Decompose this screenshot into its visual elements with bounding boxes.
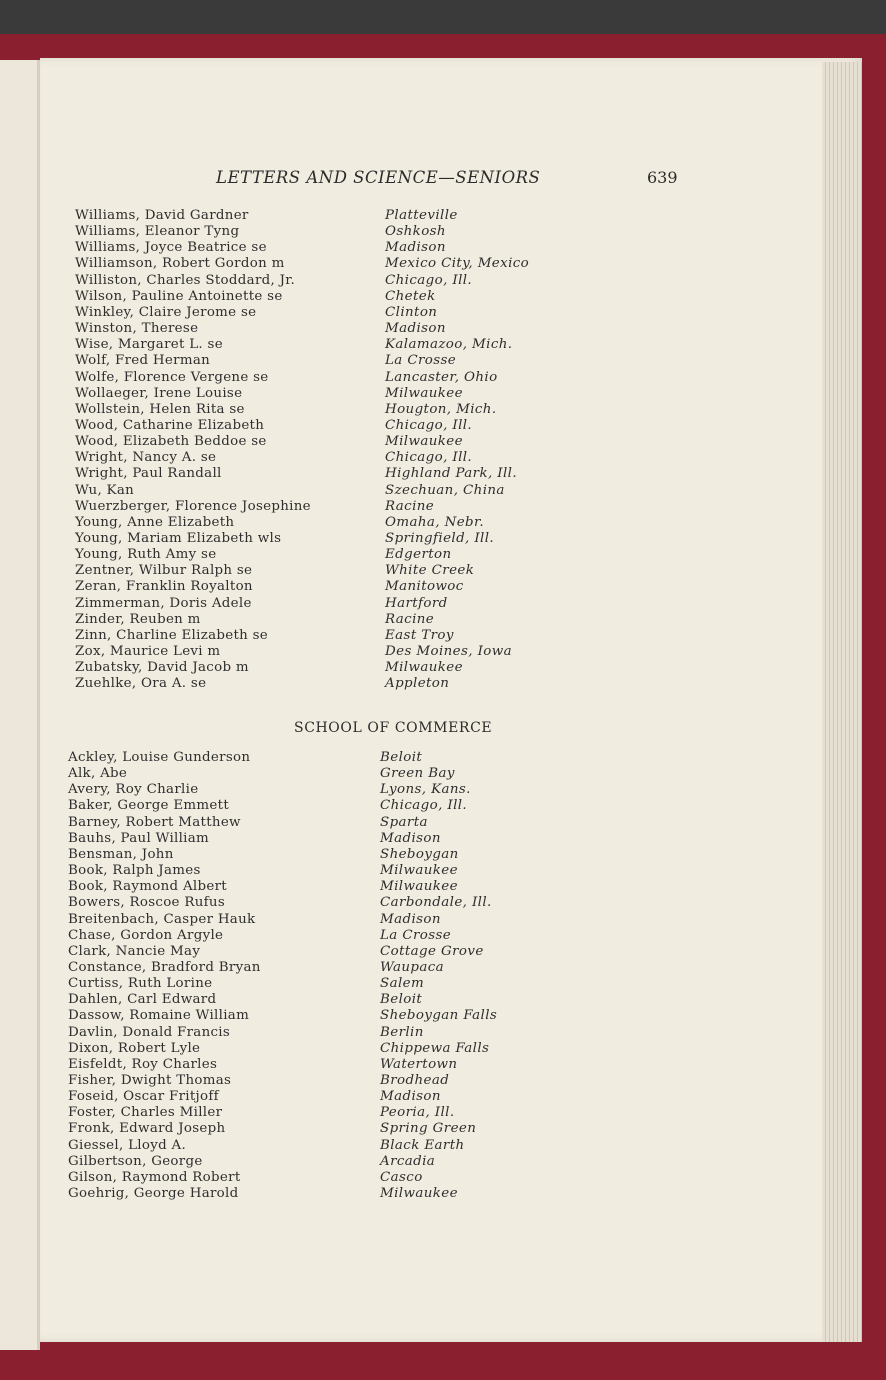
hometown: Cottage Grove [380,943,484,959]
student-name: Clark, Nancie May [68,943,201,959]
student-name: Constance, Bradford Bryan [68,959,261,975]
student-name: Book, Ralph James [68,863,201,879]
student-name: Wilson, Pauline Antoinette se [75,288,283,304]
student-name: Zubatsky, David Jacob m [75,660,249,676]
hometown: Clinton [385,304,438,320]
hometown: Arcadia [380,1153,436,1169]
hometown: Chicago, Ill. [380,798,468,814]
student-name: Chase, Gordon Argyle [68,927,224,943]
hometown: Springfield, Ill. [385,531,495,546]
student-name: Eisfeldt, Roy Charles [68,1056,218,1072]
hometown: La Crosse [380,927,452,943]
student-name: Winkley, Claire Jerome se [75,304,257,320]
hometown: Milwaukee [385,660,463,676]
hometown: Omaha, Nebr. [385,514,484,530]
student-name: Avery, Roy Charlie [68,782,199,798]
student-name: Wright, Paul Randall [75,466,222,482]
hometown: White Creek [385,563,475,579]
student-name: Young, Mariam Elizabeth wls [75,531,282,546]
student-name: Zox, Maurice Levi m [75,644,221,660]
hometown: Szechuan, China [385,482,505,498]
hometown: Watertown [380,1056,458,1072]
hometown: Racine [385,498,435,514]
student-name: Gilson, Raymond Robert [68,1169,241,1185]
hometown: Lancaster, Ohio [385,369,498,385]
student-name: Young, Ruth Amy se [75,547,217,563]
page-block-edges [822,62,862,1342]
student-name: Barney, Robert Matthew [68,814,241,830]
student-name: Young, Anne Elizabeth [75,514,235,530]
hometown: Appleton [385,676,450,692]
hometown: Milwaukee [380,879,458,895]
student-name: Williams, David Gardner [75,208,249,223]
student-name: Winston, Therese [75,321,199,337]
previous-page-edge [0,60,40,1350]
hometown: Hartford [385,595,448,611]
student-name: Zentner, Wilbur Ralph se [75,563,253,579]
hometown: Madison [385,321,446,337]
student-name: Zinn, Charline Elizabeth se [75,627,269,643]
hometown: La Crosse [385,353,457,369]
hometown: Carbondale, Ill. [380,895,492,911]
hometown: Green Bay [380,766,455,782]
student-name: Curtiss, Ruth Lorine [68,976,213,992]
student-name: Williston, Charles Stoddard, Jr. [75,272,296,288]
hometown: Madison [380,830,441,846]
hometown: Chicago, Ill. [385,450,473,466]
hometown: Chetek [385,288,436,304]
student-name: Zuehlke, Ora A. se [75,676,207,692]
student-name: Wood, Elizabeth Beddoe se [75,434,267,450]
hometown: Beloit [380,750,423,765]
hometown: Lyons, Kans. [380,782,471,798]
hometown: Madison [380,911,441,927]
student-name: Williams, Eleanor Tyng [75,224,240,240]
hometown: Sheboygan Falls [380,1008,498,1024]
hometown: Beloit [380,992,423,1008]
hometown: Salem [380,976,425,992]
hometown: East Troy [385,627,454,643]
student-name: Fronk, Edward Joseph [68,1121,226,1137]
hometown: Hougton, Mich. [385,401,497,417]
hometown: Oshkosh [385,224,446,240]
student-name: Wuerzberger, Florence Josephine [75,498,311,514]
hometown: Edgerton [385,547,452,563]
student-name: Bowers, Roscoe Rufus [68,895,225,911]
student-name: Davlin, Donald Francis [68,1024,231,1040]
hometown: Milwaukee [380,863,458,879]
hometown: Waupaca [380,959,445,975]
hometown: Racine [385,611,435,627]
hometown: Black Earth [380,1137,465,1153]
hometown: Des Moines, Iowa [385,644,512,660]
student-name: Goehrig, George Harold [68,1186,239,1202]
student-name: Wolfe, Florence Vergene se [75,369,269,385]
running-header [40,168,862,192]
student-name: Dassow, Romaine William [68,1008,250,1024]
hometown: Mexico City, Mexico [385,256,530,272]
student-name: Fisher, Dwight Thomas [68,1073,232,1088]
student-name: Alk, Abe [68,766,128,782]
hometown: Chippewa Falls [380,1040,490,1056]
student-name: Dahlen, Carl Edward [68,992,217,1008]
student-name: Bauhs, Paul William [68,830,210,846]
hometown: Platteville [385,208,458,223]
student-name: Dixon, Robert Lyle [68,1040,201,1056]
hometown: Berlin [380,1024,424,1040]
hometown: Sparta [380,814,428,830]
hometown: Chicago, Ill. [385,272,473,288]
student-name: Zeran, Franklin Royalton [75,579,253,595]
hometown: Kalamazoo, Mich. [385,337,513,353]
hometown: Chicago, Ill. [385,417,473,433]
hometown: Brodhead [380,1073,450,1088]
student-name: Breitenbach, Casper Hauk [68,911,256,927]
hometown: Highland Park, Ill. [385,466,518,482]
student-name: Williams, Joyce Beatrice se [75,240,267,256]
hometown: Madison [385,240,446,256]
student-name: Giessel, Lloyd A. [68,1137,187,1153]
student-name: Book, Raymond Albert [68,879,227,895]
student-name: Bensman, John [68,846,174,862]
student-name: Ackley, Louise Gunderson [68,750,251,765]
student-name: Wollstein, Helen Rita se [75,401,245,417]
hometown: Manitowoc [385,579,464,595]
hometown: Milwaukee [385,434,463,450]
header-title: LETTERS AND SCIENCE—SENIORS [216,168,541,187]
student-name: Wolf, Fred Herman [75,353,211,369]
hometown: Spring Green [380,1121,477,1137]
student-name: Wise, Margaret L. se [75,337,223,353]
page-number: 639 [647,168,678,187]
student-name: Foseid, Oscar Fritjoff [68,1089,219,1105]
student-name: Zimmerman, Doris Adele [75,595,252,611]
student-name: Zinder, Reuben m [75,611,201,627]
student-name: Wright, Nancy A. se [75,450,217,466]
student-name: Williamson, Robert Gordon m [75,256,285,272]
student-name: Gilbertson, George [68,1153,203,1169]
student-name: Wu, Kan [75,482,135,498]
section-heading-commerce: SCHOOL OF COMMERCE [294,720,493,736]
hometown: Sheboygan [380,846,459,862]
student-name: Baker, George Emmett [68,798,229,814]
hometown: Peoria, Ill. [380,1105,455,1121]
student-name: Foster, Charles Miller [68,1105,223,1121]
hometown: Madison [380,1089,441,1105]
student-name: Wollaeger, Irene Louise [75,385,243,401]
student-name: Wood, Catharine Elizabeth [75,417,265,433]
hometown: Casco [380,1169,423,1185]
hometown: Milwaukee [385,385,463,401]
hometown: Milwaukee [380,1186,458,1202]
